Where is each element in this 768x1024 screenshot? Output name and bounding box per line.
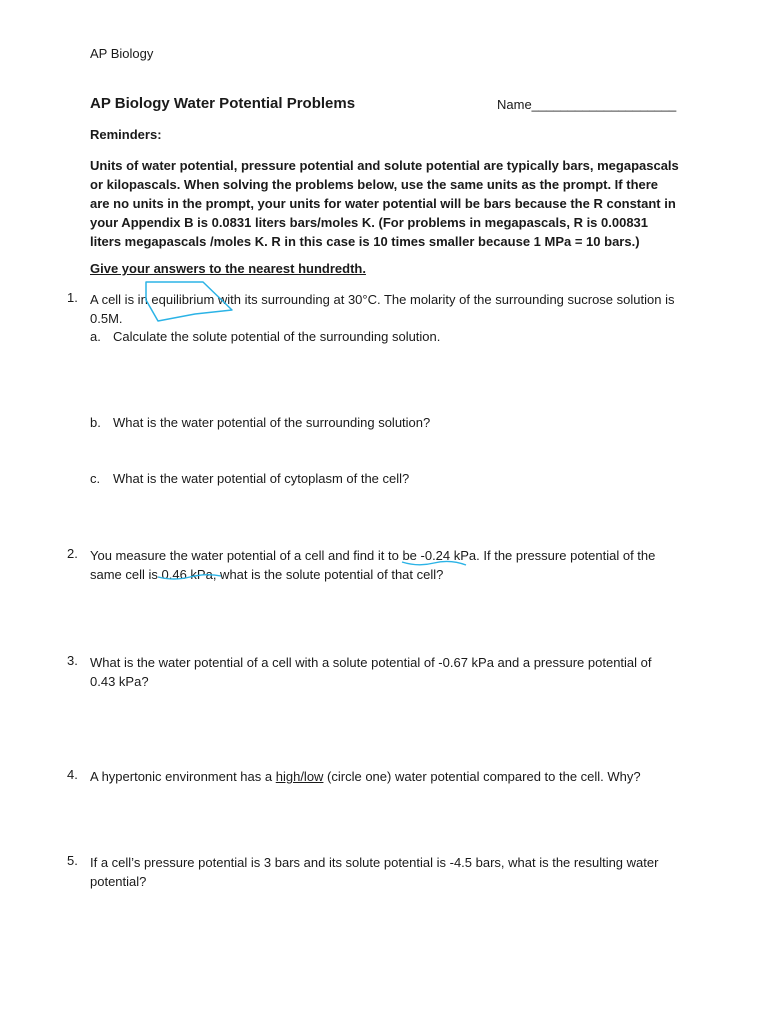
question-text: If a cell’s pressure potential is 3 bars and its solute potential is -4.5 bars, what is the resulting water potential? [90,855,659,889]
question-number: 1. [67,290,78,305]
question-text: A cell is in equilibrium with its surrounding at 30°C. The molarity of the surrounding sucrose solution is 0.5M. [90,292,675,326]
question-text: You measure the water potential of a cell and find it to be -0.24 kPa. If the pressure potential of the same cell is 0.46 kPa, what is the solute potential of that cell? [90,548,656,582]
sub-question-text: Calculate the solute potential of the surrounding solution. [113,329,441,344]
reminders-body: Units of water potential, pressure potential and solute potential are typically bars, megapascals or kilopascals. When solving the problems below, use the same units as the prompt. If there are no units in the prompt, your units for water potential will be bars because the R constant in your Appendix B is 0.0831 liters bars/moles K. (For problems in megapascals, R is 0.00831 liters megapascals /moles K. R in this case is 10 times smaller because 1 MPa = 10 bars.) [90,158,679,249]
high-low-choice: high/low [275,769,324,784]
question-text-after: (circle one) water potential compared to the cell. Why? [323,769,641,784]
sub-question-letter: a. [90,329,101,344]
question-number: 4. [67,767,78,782]
question-number: 3. [67,653,78,668]
name-field: Name____________________ [497,97,677,112]
question-text [90,767,680,786]
question-text-before: A hypertonic environment has a [90,769,276,784]
course-label: AP Biology [90,46,154,61]
answer-instruction: Give your answers to the nearest hundredth. [90,261,366,276]
page-title: AP Biology Water Potential Problems [90,95,356,112]
sub-question-letter: b. [90,415,101,430]
sub-question-text: What is the water potential of cytoplasm of the cell? [113,471,410,486]
question-text: What is the water potential of a cell with a solute potential of -0.67 kPa and a pressure potential of 0.43 kPa? [90,655,652,689]
question-number: 2. [67,546,78,561]
reminders-heading: Reminders: [90,127,162,142]
question-number: 5. [67,853,78,868]
sub-question-text: What is the water potential of the surrounding solution? [113,415,431,430]
sub-question-letter: c. [90,471,101,486]
